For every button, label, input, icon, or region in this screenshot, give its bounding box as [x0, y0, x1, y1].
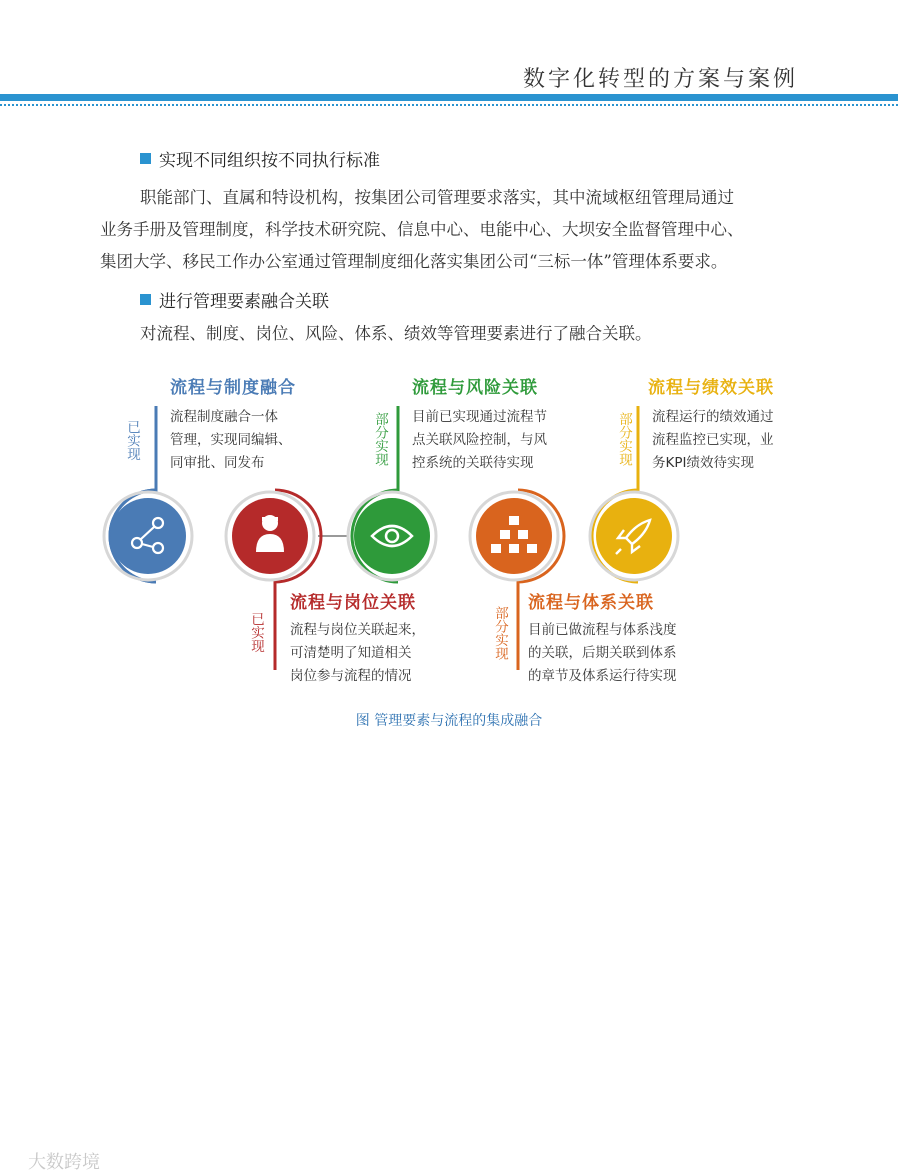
item-status: 部分实现: [372, 412, 388, 466]
item-line: 目前已实现通过流程节: [412, 409, 547, 425]
hierarchy-icon-circle: [476, 498, 552, 574]
paragraph-1: [100, 182, 810, 278]
item-title: 流程与岗位关联: [290, 593, 416, 613]
paragraph-2: [140, 318, 810, 350]
item-line: 控系统的关联待实现: [412, 455, 534, 471]
item-line: 点关联风险控制，与风: [412, 432, 547, 448]
square-bullet-icon: [140, 294, 151, 305]
item-line: 的章节及体系运行待实现: [528, 668, 677, 684]
section-heading-2-text: 进行管理要素融合关联: [159, 292, 329, 312]
watermark: 大数跨境: [28, 1152, 100, 1173]
item-title: 流程与绩效关联: [648, 378, 774, 398]
item-line: 务KPI绩效待实现: [652, 455, 754, 471]
item-line: 可清楚明了知道相关: [290, 645, 412, 661]
paragraph-1-line: 职能部门、直属和特设机构，按集团公司管理要求落实，其中流域枢纽管理局通过: [140, 188, 734, 207]
figure-caption: 图 管理要素与流程的集成融合: [355, 713, 543, 729]
section-heading-1-text: 实现不同组织按不同执行标准: [159, 151, 380, 171]
item-line: 的关联，后期关联到体系: [528, 645, 677, 661]
item-line: 同审批、同发布: [170, 455, 265, 471]
integration-diagram: [0, 360, 898, 700]
header-bar: [0, 94, 898, 101]
section-heading-2: [140, 287, 329, 312]
item-status: 已实现: [248, 612, 264, 653]
rocket-icon-circle: [596, 498, 672, 574]
paragraph-2-line: 对流程、制度、岗位、风险、体系、绩效等管理要素进行了融合关联。: [140, 324, 652, 343]
paragraph-1-line: 业务手册及管理制度，科学技术研究院、信息中心、电能中心、大坝安全监督管理中心、: [100, 220, 744, 239]
eye-icon-circle: [354, 498, 430, 574]
network-icon-circle: [110, 498, 186, 574]
header-title: 数字化转型的方案与案例: [522, 67, 798, 92]
section-heading-1: [140, 146, 380, 171]
item-line: 岗位参与流程的情况: [290, 668, 412, 684]
diagram-item-process-performance: [590, 377, 774, 582]
item-title: 流程与制度融合: [170, 378, 296, 398]
diagram-svg: [0, 360, 898, 700]
item-status: 部分实现: [492, 606, 508, 660]
item-line: 流程与岗位关联起来，: [290, 622, 425, 638]
item-title: 流程与体系关联: [528, 593, 654, 613]
item-line: 流程监控已实现，业: [652, 432, 774, 448]
paragraph-1-line: 集团大学、移民工作办公室通过管理制度细化落实集团公司“三标一体”管理体系要求。: [100, 252, 728, 271]
item-title: 流程与风险关联: [412, 378, 538, 398]
square-bullet-icon: [140, 153, 151, 164]
item-status: 已实现: [124, 420, 140, 461]
item-status: 部分实现: [616, 412, 632, 466]
item-line: 流程运行的绩效通过: [652, 409, 774, 425]
item-line: 目前已做流程与体系浅度: [528, 622, 677, 638]
item-line: 管理，实现同编辑、: [170, 432, 292, 448]
header-dotted-rule: [0, 104, 898, 106]
item-line: 流程制度融合一体: [170, 409, 278, 425]
